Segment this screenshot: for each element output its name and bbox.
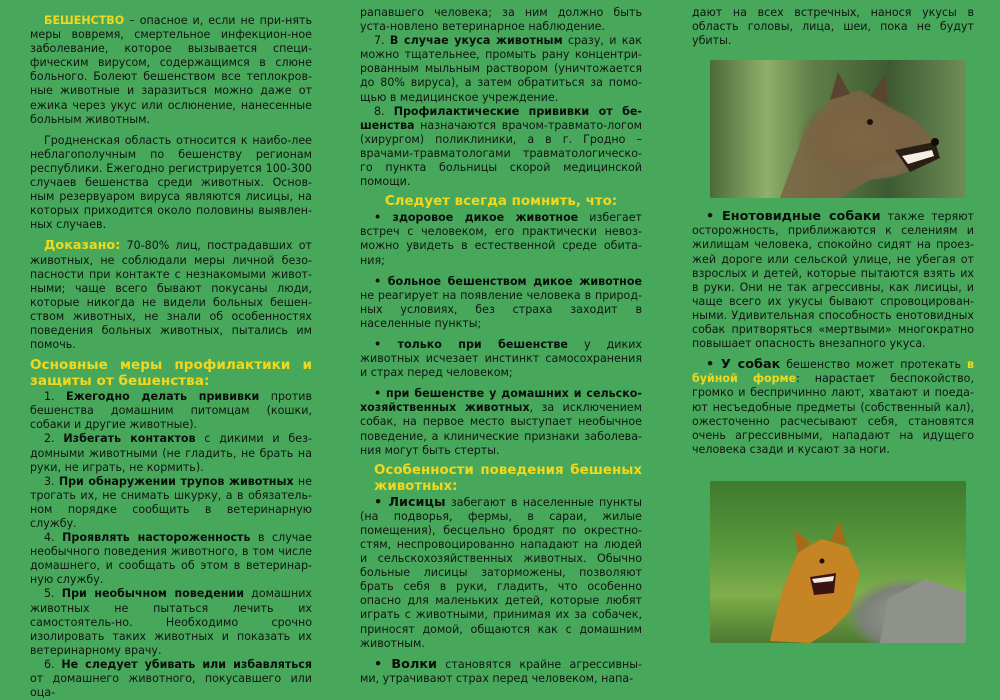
list-item: • здоровое дикое животное избегает встреч с человеком, его практически невоз-можно увидеть в естественной среде обита-ния;	[360, 211, 642, 267]
paragraph-continued: рапавшего человека; за ним должно быть уста-новлено ветеринарное наблюдение.	[360, 6, 642, 34]
paragraph-foxes: • Лисицы забегают в населенные пункты (на подворья, фермы, в сараи, жилые помещения), бесцельно бродят по окрестно-стям, неспровоцированно нападают на людей и сельскохозяйственных животных. Обычно больные лисицы заторможены, позволяют брать себя в руки, гладить, что особенно опасно для маленьких детей, которые любят играть с животными, принимая их за собачек, приносят домой, общаются как с домашним животным.	[360, 494, 642, 650]
list-item: • только при бешенстве у диких животных исчезает инстинкт самосохранения и страх перед человеком;	[360, 337, 642, 380]
paragraph-continued: дают на всех встречных, нанося укусы в область головы, лица, шеи, пока не будут убиты.	[692, 6, 974, 48]
heading-prevention: Основные меры профилактики и защиты от бешенства:	[30, 357, 312, 390]
paragraph-grodno: Гродненская область относится к наибо-лее неблагополучным по бешенству регионам республики. Ежегодно регистрируется 100-300 случаев бешенства среди животных. Основ-ным резервуаром вируса являются лисицы, на которых приходится около половины выявлен-ных случаев.	[30, 133, 312, 232]
remember-list	[360, 211, 642, 458]
prevention-list	[30, 390, 312, 700]
list-item: • больное бешенством дикое животное не реагирует на появление человека в природ-ных условиях, без страха заходит в населенные пункты;	[360, 274, 642, 330]
list-item: 2. Избегать контактов с дикими и без-домными животными (не гладить, не брать на руки, не играть, не кормить).	[30, 432, 312, 474]
paragraph-intro: БЕШЕНСТВО – опасное и, если не при-нять меры вовремя, смертельное инфекцион-ное заболевание, которое вызывается специ-фическим вирусом, содержащимся в слюне больного. Болеют бешенством все теплокров-ные животные и заразиться можно даже от ежика через укус или ослюнение, нанесенные больным животным.	[30, 14, 312, 126]
list-item: 5. При необычном поведении домашних животных не пытаться лечить их самостоятель-но. Необходимо срочно изолировать таких животных и показать их ветеринарному врачу.	[30, 587, 312, 657]
paragraph-raccoon-dogs: • Енотовидные собаки также теряют осторожность, приближаются к селениям и жилищам человека, спокойно сидят на проез-жей дороге или сельской улице, не убегая от взрослых и детей, которые пытаются взять их в руки. Они не так агрессивны, как лисицы, и чаще всего их укусы бывают спровоцирован-ными. Удивительная способность енотовидных собак притворяться «мертвыми» многократно повышает опасность внезапного укуса.	[692, 209, 974, 351]
column-2	[360, 6, 642, 686]
term-rabies: БЕШЕНСТВО	[44, 14, 125, 27]
term-furious-form: в буйной форме	[692, 358, 975, 386]
term-proven: Доказано:	[44, 238, 121, 254]
heading-behavior: Особенности поведения бешеных животных:	[374, 462, 642, 494]
paragraph-proven: Доказано: 70-80% лиц, пострадавших от животных, не соблюдали меры личной безо-пасности при контакте с незнакомыми живот-ными; чаще всего бывают покусаны люди, которые никогда не видели больных бешен-ством животных, не знали об особенностях поведения больных животных, пытались им помочь.	[30, 238, 312, 352]
list-item: 7. В случае укуса животным сразу, и как можно тщательнее, промыть рану концентри-рованным мыльным раствором (уничтожается до 80% вируса), а затем обратиться за помо-щью в медицинское учреждение.	[360, 34, 642, 104]
list-item: 4. Проявлять настороженность в случае необычного поведения животного, в том числе домашнего, и сообщать об этом в ветеринар-ную службу.	[30, 531, 312, 587]
list-item: • при бешенстве у домашних и сельско-хозяйственных животных, за исключением собак, на первое место выступает необычное поведение, а клинические признаки заболева-ния могут быть стерты.	[360, 387, 642, 457]
list-item: 8. Профилактические прививки от бе-шенства назначаются врачом-травмато-логом (хирургом) поликлиники, а в г. Гродно – врачами-травматологами травматологическо-го пункта больницы скорой медицинской помощи.	[360, 104, 642, 189]
heading-remember: Следует всегда помнить, что:	[384, 194, 618, 210]
paragraph-wolves: • Волки становятся крайне агрессивны-ми, утрачивают страх перед человеком, напа-	[360, 656, 642, 685]
column-1	[30, 14, 312, 700]
list-item: 1. Ежегодно делать прививки против бешенства домашним питомцам (кошки, собаки и другие животные).	[30, 390, 312, 432]
dog-photo	[710, 481, 966, 643]
wolf-photo	[710, 60, 966, 198]
paragraph-dogs: • У собак бешенство может протекать в буйной форме: нарастает беспокойство, громко и беспричинно лают, хватают и поеда-ют несъедобные предметы (собственный кал), ожесточенно расчесывают себя, становятся очень агрессивными, нападают на идущего человека сзади и кусают за ноги.	[692, 357, 975, 456]
list-item: 6. Не следует убивать или избавляться от домашнего животного, покусавшего или оца-	[30, 657, 312, 700]
list-item: 3. При обнаружении трупов животных не трогать их, не снимать шкурку, а в обязатель-ном порядке сообщить в ветеринарную службу.	[30, 474, 312, 530]
column-3	[692, 6, 974, 655]
